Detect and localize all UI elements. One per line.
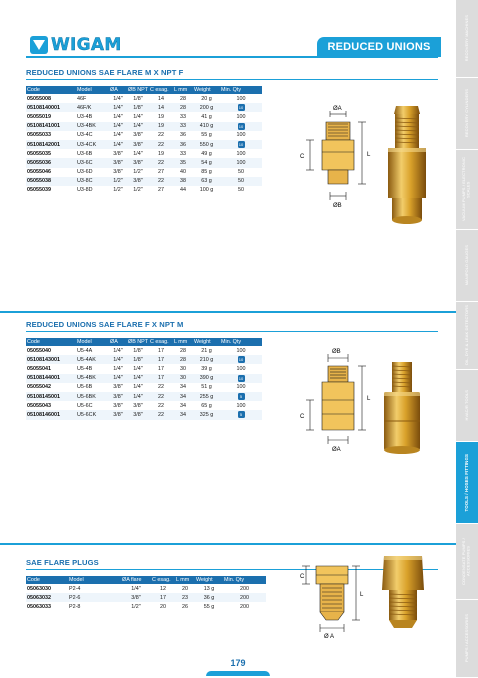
table-cell: 1/8": [127, 103, 149, 112]
table-cell: 34: [180, 384, 186, 391]
table-cell: 1/2": [109, 177, 127, 186]
pack-quantity-badge: 10: [238, 142, 244, 148]
table-cell: 21 g: [201, 347, 212, 354]
table-cell: 1/4": [109, 140, 127, 149]
column-header: L mm: [175, 576, 195, 584]
section-divider: [26, 79, 438, 80]
table-cell: 39 g: [201, 365, 212, 372]
column-header: Weight: [193, 338, 220, 346]
table-cell: 1/4": [113, 113, 123, 120]
table-cell: 1/4": [127, 392, 149, 401]
table-cell: 17: [149, 355, 173, 364]
table-cell: 390 g: [193, 374, 220, 383]
table-cell: 100: [236, 402, 246, 409]
table-cell: 100: [236, 347, 246, 354]
table-cell: P2-4: [69, 585, 81, 592]
table-cell: 100: [236, 95, 246, 102]
product-code: 05108143001: [26, 355, 76, 364]
column-header: Model: [76, 338, 109, 346]
product-table-sae-flare-plugs: [26, 576, 266, 612]
table-cell: 3/8": [113, 150, 123, 157]
table-row: [26, 364, 262, 373]
pack-quantity-badge: 10: [238, 123, 244, 129]
column-header: C esag.: [149, 86, 173, 94]
table-cell: 35: [173, 158, 193, 167]
table-cell: 100: [220, 158, 262, 167]
table-row: [26, 374, 262, 383]
product-code: 05055042: [27, 384, 51, 391]
table-row: [26, 177, 262, 186]
product-code: 05055043: [27, 402, 51, 409]
column-header: ØA: [109, 338, 127, 346]
technical-drawing-sae-flare-plug: [296, 558, 372, 640]
drawing-label-b: ØB: [333, 203, 342, 209]
drawing-label-c: C: [300, 414, 305, 420]
drawing-label-b: ØB: [332, 349, 341, 355]
product-code: 05055039: [27, 187, 51, 194]
table-cell: 23: [175, 593, 195, 602]
table-cell: 33: [180, 150, 186, 157]
category-sidebar: [456, 0, 478, 678]
pack-quantity-badge: 5: [238, 411, 245, 418]
table-cell: U3-4B: [77, 113, 93, 120]
table-cell: 1/4": [109, 374, 127, 383]
table-cell: 34: [173, 410, 193, 419]
table-cell: P2-8: [69, 603, 81, 610]
wigam-logo: [30, 34, 122, 56]
sidebar-tab-manifold-gauges[interactable]: MANIFOLD GAUGES: [456, 230, 478, 302]
table-cell: 210 g: [193, 355, 220, 364]
table-cell: 34: [180, 402, 186, 409]
table-cell: 255 g: [193, 392, 220, 401]
table-cell: U3-4C: [77, 132, 93, 139]
table-cell: 200: [240, 603, 249, 610]
table-cell: 3/8": [113, 169, 123, 176]
table-row: [26, 355, 262, 364]
table-cell: 14: [158, 95, 164, 102]
sidebar-tab-vacuum-pumps[interactable]: VACUUM PUMPS / ELECTRONIC SCALES: [456, 150, 478, 230]
product-code: 05108145001: [26, 392, 76, 401]
table-cell: 1/4": [109, 103, 127, 112]
table-cell: 17: [158, 365, 164, 372]
table-row: [26, 140, 262, 149]
table-cell: 41 g: [201, 113, 212, 120]
table-cell: 100 g: [199, 187, 214, 194]
table-cell: [220, 103, 262, 112]
table-cell: 28: [180, 347, 186, 354]
brand-name: WIGAM: [51, 35, 122, 55]
table-cell: 3/8": [127, 140, 149, 149]
table-cell: U5-4B: [77, 365, 93, 372]
table-cell: 63 g: [193, 177, 220, 186]
product-code: 05055040: [27, 347, 51, 354]
table-cell: 100: [236, 113, 246, 120]
product-code: 05055019: [27, 113, 51, 120]
table-cell: U3-4CK: [76, 140, 109, 149]
table-cell: 36: [173, 140, 193, 149]
technical-drawing-flare-m-npt-f: [296, 100, 380, 216]
table-row: [26, 346, 262, 355]
table-cell: 30: [180, 365, 186, 372]
sidebar-tab-recovery-machines[interactable]: RECOVERY MACHINES: [456, 0, 478, 78]
product-code: 05055046: [27, 169, 51, 176]
product-code: 05108146001: [26, 410, 76, 419]
table-cell: U5-6C: [77, 402, 93, 409]
product-code: 05108140001: [26, 103, 76, 112]
column-header: Min. Qty: [220, 86, 262, 94]
product-code: 05055041: [27, 365, 51, 372]
table-cell: 40: [180, 169, 186, 176]
table-cell: 36 g: [195, 593, 223, 602]
table-cell: 27: [158, 187, 164, 194]
table-cell: 100: [236, 132, 246, 139]
wigam-logo-icon: [30, 36, 48, 54]
table-cell: 65 g: [201, 402, 212, 409]
table-cell: 50: [238, 187, 244, 194]
table-cell: 3/8": [127, 410, 149, 419]
table-cell: 22: [149, 177, 173, 186]
product-code: 05108141001: [26, 122, 76, 131]
table-cell: U5-6B: [77, 384, 93, 391]
table-cell: 22: [149, 410, 173, 419]
table-row: [26, 410, 262, 419]
sidebar-tab-condensate-pumps[interactable]: CONDENSATE PUMPS / ACCESSORIES: [456, 524, 478, 600]
table-cell: 51 g: [201, 384, 212, 391]
table-cell: 200 g: [193, 103, 220, 112]
column-header: ØA: [109, 86, 127, 94]
product-table-flare-m-npt-f: [26, 86, 262, 195]
table-row: [26, 112, 262, 121]
product-code: 05063030: [27, 585, 51, 592]
drawing-label-a: ØA: [333, 106, 342, 112]
table-cell: 1/2": [133, 187, 143, 194]
table-cell: 1/2": [131, 603, 141, 610]
table-cell: 13 g: [203, 585, 215, 592]
technical-drawing-flare-f-npt-m: [296, 344, 380, 456]
table-cell: 17: [149, 374, 173, 383]
column-header: Model: [76, 86, 109, 94]
table-cell: 14: [149, 103, 173, 112]
table-cell: 85 g: [201, 169, 212, 176]
table-cell: U5-4BK: [76, 374, 109, 383]
table-cell: 33: [173, 122, 193, 131]
product-code: 05055008: [27, 95, 51, 102]
table-cell: 100: [236, 384, 246, 391]
table-row: [26, 593, 266, 602]
table-cell: 50: [220, 177, 262, 186]
table-cell: U5-6CK: [76, 410, 109, 419]
column-header: L mm: [173, 338, 193, 346]
table-cell: 19: [158, 150, 164, 157]
table-cell: [220, 392, 262, 401]
table-cell: 19: [149, 122, 173, 131]
table-cell: 50: [238, 169, 244, 176]
table-cell: 46F: [77, 95, 87, 102]
table-cell: 22: [158, 132, 164, 139]
table-cell: 1/4": [113, 365, 123, 372]
table-cell: U5-4AK: [76, 355, 109, 364]
table-cell: 3/8": [109, 158, 127, 167]
table-cell: 3/8": [133, 132, 143, 139]
table-cell: 100: [236, 150, 246, 157]
table-cell: 12: [160, 585, 166, 592]
table-cell: 3/8": [109, 410, 127, 419]
table-cell: 3/8": [113, 402, 123, 409]
table-cell: 17: [158, 347, 164, 354]
table-cell: 20 g: [201, 95, 212, 102]
table-cell: 1/2": [113, 187, 123, 194]
product-code: 05063033: [27, 603, 51, 610]
table-row: [26, 103, 262, 112]
table-cell: 3/8": [127, 177, 149, 186]
table-cell: 22: [149, 140, 173, 149]
table-cell: U5-4A: [77, 347, 93, 354]
table-cell: 55 g: [201, 132, 212, 139]
product-code: 05055035: [27, 150, 51, 157]
pack-quantity-badge: 10: [238, 357, 244, 363]
sidebar-tab-leak-detectors[interactable]: OIL, DYE & LEAK DETECTORS: [456, 302, 478, 370]
table-cell: 1/4": [131, 585, 141, 592]
table-cell: 30: [173, 374, 193, 383]
table-cell: 100: [236, 365, 246, 372]
product-photo-sae-flare-plug: [374, 552, 432, 632]
table-cell: 410 g: [193, 122, 220, 131]
table-cell: 22: [158, 384, 164, 391]
drawing-label-l: L: [367, 152, 371, 158]
drawing-label-c: C: [300, 154, 305, 160]
table-cell: U3-8C: [76, 177, 109, 186]
table-cell: U3-6B: [77, 150, 93, 157]
table-cell: 550 g: [193, 140, 220, 149]
table-cell: 3/8": [113, 384, 123, 391]
section-band: [0, 311, 456, 313]
table-cell: [220, 355, 262, 364]
column-header: Code: [26, 86, 76, 94]
table-cell: 17: [151, 593, 175, 602]
table-row: [26, 392, 262, 401]
column-header: Min. Qty: [220, 338, 262, 346]
table-cell: 1/8": [133, 95, 143, 102]
drawing-label-a: Ø A: [324, 634, 335, 640]
column-header: ØB NPT: [128, 339, 149, 345]
section-title-flare-m-npt-f: REDUCED UNIONS SAE FLARE M X NPT F: [26, 68, 184, 77]
table-cell: 34: [173, 392, 193, 401]
table-cell: U5-6BK: [76, 392, 109, 401]
table-cell: 49 g: [201, 150, 212, 157]
table-cell: 28: [173, 355, 193, 364]
table-cell: 1/4": [133, 150, 143, 157]
drawing-label-c: C: [300, 574, 305, 580]
table-cell: 38: [173, 177, 193, 186]
pack-quantity-badge: 10: [238, 375, 244, 381]
table-cell: 1/4": [113, 347, 123, 354]
table-cell: 1/4": [133, 365, 143, 372]
product-code: 05055036: [26, 158, 76, 167]
table-cell: P2-6: [68, 593, 121, 602]
product-code: 05055033: [27, 132, 51, 139]
table-cell: 1/4": [113, 95, 123, 102]
table-cell: 22: [158, 402, 164, 409]
pack-quantity-badge: 10: [238, 105, 244, 111]
product-code: 05055038: [26, 177, 76, 186]
table-cell: 54 g: [193, 158, 220, 167]
product-table-flare-f-npt-m: [26, 338, 262, 420]
table-cell: 46F/K: [76, 103, 109, 112]
table-cell: 1/4": [133, 384, 143, 391]
table-cell: 44: [180, 187, 186, 194]
drawing-label-a: ØA: [332, 447, 341, 453]
table-cell: 27: [158, 169, 164, 176]
column-header: ØA flare: [121, 576, 151, 584]
section-band: [0, 543, 456, 545]
table-row: [26, 149, 262, 158]
table-row: [26, 186, 262, 195]
column-header: Model: [68, 576, 121, 584]
sidebar-tab-tools-hoses-fittings[interactable]: TOOLS / HOSES FITTINGS: [456, 442, 478, 524]
table-row: [26, 168, 262, 177]
drawing-label-l: L: [360, 592, 364, 598]
product-photo-reduced-union-f: [372, 358, 432, 458]
table-cell: [220, 410, 262, 419]
table-cell: [220, 140, 262, 149]
table-cell: 3/8": [127, 158, 149, 167]
product-code: 05108142001: [26, 140, 76, 149]
table-cell: 3/8": [109, 392, 127, 401]
table-cell: U3-4BK: [76, 122, 109, 131]
column-header: Min. Qty: [223, 576, 266, 584]
table-row: [26, 383, 262, 392]
table-cell: 1/4": [109, 355, 127, 364]
column-header: Code: [26, 338, 76, 346]
table-row: [26, 584, 266, 593]
table-row: [26, 602, 266, 611]
table-cell: U3-6D: [77, 169, 93, 176]
drawing-label-l: L: [367, 396, 371, 402]
table-cell: [220, 374, 262, 383]
section-divider: [26, 331, 438, 332]
table-cell: 36: [180, 132, 186, 139]
page-number: 179: [206, 658, 270, 676]
table-cell: 1/4": [127, 374, 149, 383]
table-cell: U3-6C: [76, 158, 109, 167]
column-header: Weight: [195, 576, 223, 584]
table-row: [26, 122, 262, 131]
table-cell: 22: [149, 392, 173, 401]
table-cell: 33: [180, 113, 186, 120]
table-cell: 28: [180, 95, 186, 102]
table-cell: 20: [182, 585, 188, 592]
product-code: 05108144001: [26, 374, 76, 383]
table-cell: 3/8": [133, 402, 143, 409]
sidebar-tab-recovery-cylinders[interactable]: RECOVERY CYLINDERS: [456, 78, 478, 150]
table-cell: [220, 122, 262, 131]
sidebar-tab-hvacr-tools[interactable]: HVAC/R TOOLS: [456, 370, 478, 442]
table-cell: 1/4": [127, 122, 149, 131]
column-header: C esag.: [149, 338, 173, 346]
column-header: Code: [26, 576, 68, 584]
table-row: [26, 401, 262, 410]
product-code: 05063032: [26, 593, 68, 602]
sidebar-tab-pumps-accessories[interactable]: PUMPS / ACCESSORIES: [456, 600, 478, 678]
table-cell: 325 g: [193, 410, 220, 419]
table-row: [26, 131, 262, 140]
table-cell: 19: [158, 113, 164, 120]
table-cell: 1/2": [133, 169, 143, 176]
table-row: [26, 94, 262, 103]
table-cell: 28: [173, 103, 193, 112]
table-row: [26, 158, 262, 167]
table-cell: U3-8D: [77, 187, 93, 194]
column-header: L mm: [173, 86, 193, 94]
page-title: REDUCED UNIONS: [317, 37, 441, 57]
column-header: ØB NPT: [128, 87, 149, 93]
table-cell: 20: [160, 603, 166, 610]
product-photo-reduced-union-m: [378, 104, 436, 228]
table-cell: 200: [240, 585, 249, 592]
section-title-flare-f-npt-m: REDUCED UNIONS SAE FLARE F X NPT M: [26, 320, 184, 329]
column-header: Weight: [193, 86, 220, 94]
table-cell: 3/8": [121, 593, 151, 602]
table-cell: 1/4": [113, 132, 123, 139]
table-cell: 1/8": [133, 347, 143, 354]
table-cell: 1/8": [127, 355, 149, 364]
table-cell: 1/4": [133, 113, 143, 120]
section-title-sae-flare-plugs: SAE FLARE PLUGS: [26, 558, 99, 567]
pack-quantity-badge: 5: [238, 393, 245, 400]
column-header: C esag.: [151, 576, 175, 584]
table-cell: 200: [223, 593, 266, 602]
table-cell: 22: [149, 158, 173, 167]
table-cell: 1/4": [109, 122, 127, 131]
table-cell: 55 g: [203, 603, 215, 610]
table-cell: 26: [182, 603, 188, 610]
